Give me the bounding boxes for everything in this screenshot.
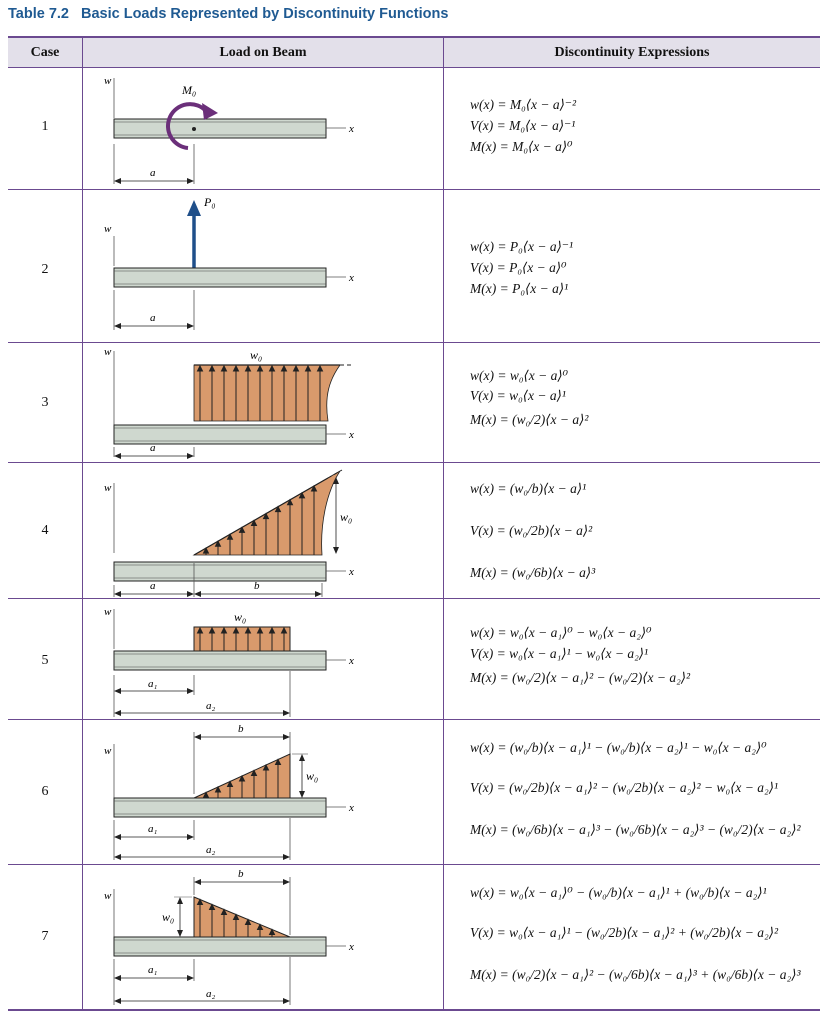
equation: V(x) = w₀⟨x − a₁⟩¹ − (w₀/2b)⟨x − a₁⟩² + (w₀/2b)⟨x − a₂⟩² [470,925,779,940]
equation: w(x) = w₀⟨x − a₁⟩⁰ − w₀⟨x − a₂⟩⁰ [470,625,652,640]
dimension-a-label: a [150,167,156,179]
dimension-a-label: a [150,312,156,324]
equation: M(x) = P₀⟨x − a⟩¹ [470,281,569,296]
case-7-diagram [84,865,443,1009]
dimension-a1-label: a₁ [148,964,158,976]
equation: M(x) = (w₀/6b)⟨x − a⟩³ [470,565,596,580]
dimension-a2-label: a₂ [206,844,216,856]
discontinuity-table [8,36,820,1012]
distributed-load-icon [194,897,290,937]
w-axis-label: w [104,606,112,618]
table-title [8,6,448,22]
dimension-a-label: a [150,442,156,454]
equation: V(x) = w₀⟨x − a₁⟩¹ − w₀⟨x − a₂⟩¹ [470,646,649,661]
load-intensity-label: w₀ [234,610,247,624]
table-number: Table 7.2 [8,6,69,22]
case-6-diagram [84,720,443,864]
w-axis-label: w [104,346,112,358]
dimension-a1-label: a₁ [148,823,158,835]
x-axis-label: x [349,566,354,578]
equation: V(x) = M₀⟨x − a⟩⁻¹ [470,118,576,133]
dimension-b-label: b [238,868,244,880]
equation: V(x) = w₀⟨x − a⟩¹ [470,388,566,403]
case-number: 6 [41,784,49,799]
dimension-a-label: a [150,580,156,592]
case-number: 1 [41,119,49,134]
w-axis-label: w [104,75,112,87]
equation: w(x) = w₀⟨x − a⟩⁰ [470,368,569,383]
equation: M(x) = (w₀/2)⟨x − a⟩² [470,412,589,427]
case-2-diagram [84,190,443,342]
load-intensity-label: w₀ [162,910,175,924]
w-axis-label: w [104,482,112,494]
equation: M(x) = (w₀/2)⟨x − a₁⟩² − (w₀/2)⟨x − a₂⟩² [470,670,691,685]
equation: M(x) = (w₀/2)⟨x − a₁⟩² − (w₀/6b)⟨x − a₁⟩³ + (w₀/6b)⟨x − a₂⟩³ [470,967,801,982]
equation: M(x) = (w₀/6b)⟨x − a₁⟩³ − (w₀/6b)⟨x − a₂⟩³ − (w₀/2)⟨x − a₂⟩² [470,822,801,837]
dimension-b-label: b [238,723,244,735]
case-5-diagram [84,599,443,719]
dimension-a2-label: a₂ [206,700,216,712]
equation: V(x) = (w₀/2b)⟨x − a⟩² [470,523,593,538]
distributed-load-icon [194,365,340,421]
case-1-diagram [84,66,443,190]
case-number: 2 [41,262,49,277]
case-number: 7 [41,929,49,944]
distributed-load-icon [194,627,290,651]
header-case: Case [30,45,60,60]
equation: w(x) = (w₀/b)⟨x − a₁⟩¹ − (w₀/b)⟨x − a₂⟩¹ − w₀⟨x − a₂⟩⁰ [470,740,767,755]
x-axis-label: x [349,123,354,135]
equation: V(x) = P₀⟨x − a⟩⁰ [470,260,567,275]
dimension-a1-label: a₁ [148,678,158,690]
table-header [8,38,820,68]
moment-label: M₀ [182,83,197,97]
equation: w(x) = P₀⟨x − a⟩⁻¹ [470,239,574,254]
equation: w(x) = (w₀/b)⟨x − a⟩¹ [470,481,587,496]
header-expressions: Discontinuity Expressions [554,45,710,60]
dimension-b-label: b [254,580,260,592]
case-number: 4 [41,523,49,538]
force-label: P₀ [204,195,216,209]
header-load: Load on Beam [219,45,307,60]
case-number: 3 [41,395,49,410]
x-axis-label: x [349,941,354,953]
bottom-rule [8,1009,820,1011]
w-axis-label: w [104,223,112,235]
x-axis-label: x [349,655,354,667]
load-intensity-label: w₀ [306,769,319,783]
load-intensity-label: w₀ [250,348,263,362]
equation: M(x) = M₀⟨x − a⟩⁰ [470,139,573,154]
x-axis-label: x [349,429,354,441]
equation: w(x) = M₀⟨x − a⟩⁻² [470,97,577,112]
moment-arrowhead [202,103,218,120]
table-caption: Basic Loads Represented by Discontinuity Functions [80,6,449,22]
force-arrowhead [187,200,201,216]
case-3-diagram [84,343,443,462]
equation: V(x) = (w₀/2b)⟨x − a₁⟩² − (w₀/2b)⟨x − a₂⟩² − w₀⟨x − a₂⟩¹ [470,780,779,795]
x-axis-label: x [349,802,354,814]
w-axis-label: w [104,745,112,757]
w-axis-label: w [104,890,112,902]
case-4-diagram [84,463,443,598]
equation: w(x) = w₀⟨x − a₁⟩⁰ − (w₀/b)⟨x − a₁⟩¹ + (w₀/b)⟨x − a₂⟩¹ [470,885,767,900]
x-axis-label: x [349,272,354,284]
dimension-a2-label: a₂ [206,988,216,1000]
load-intensity-label: w₀ [340,510,353,524]
case-number: 5 [41,653,49,668]
